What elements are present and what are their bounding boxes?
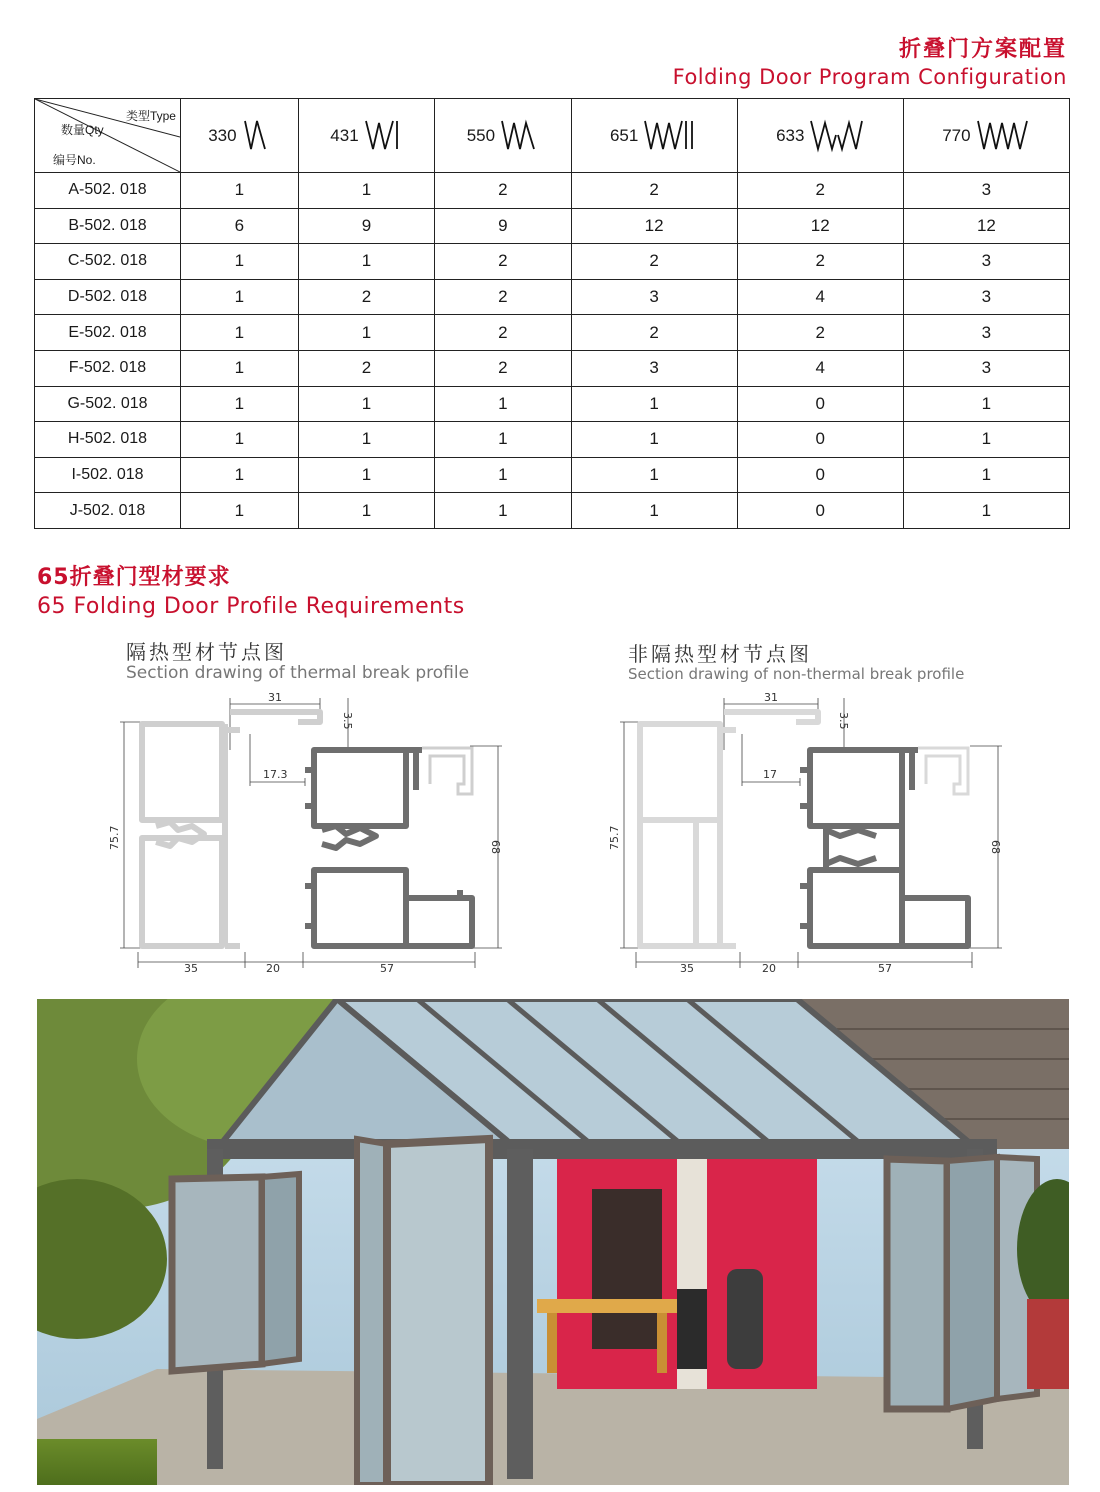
qty-cell-770: 3 (903, 279, 1069, 315)
part-code-cell: J-502. 018 (35, 493, 181, 529)
sunroom-illustration (37, 999, 1069, 1485)
qty-cell-770: 1 (903, 386, 1069, 422)
table-row (35, 350, 1070, 386)
configuration-table (34, 98, 1070, 529)
table-row (35, 315, 1070, 351)
non-thermal-title-en: Section drawing of non-thermal break profile (628, 665, 965, 683)
qty-cell-550: 2 (435, 244, 571, 280)
qty-cell-550: 2 (435, 350, 571, 386)
qty-cell-633: 4 (737, 350, 903, 386)
part-code-cell: G-502. 018 (35, 386, 181, 422)
dim-b2: 20 (762, 962, 776, 975)
qty-cell-770: 3 (903, 315, 1069, 351)
dim-b3: 57 (878, 962, 892, 975)
non-thermal-drawing-title (628, 638, 964, 683)
thermal-drawing-title (126, 636, 469, 683)
qty-cell-431: 2 (298, 279, 434, 315)
qty-cell-651: 2 (571, 315, 737, 351)
table-row (35, 457, 1070, 493)
qty-cell-633: 2 (737, 173, 903, 209)
dim-height-right: 68 (489, 840, 502, 854)
qty-cell-633: 0 (737, 493, 903, 529)
dim-b1: 35 (184, 962, 198, 975)
thermal-title-en: Section drawing of thermal break profile (126, 663, 470, 683)
qty-cell-431: 1 (298, 244, 434, 280)
page-title-cn: 折叠门方案配置 (898, 37, 1067, 62)
qty-cell-633: 4 (737, 279, 903, 315)
type-code: 770 (942, 125, 971, 145)
dim-gap: 3.5 (341, 712, 354, 730)
part-code-cell: I-502. 018 (35, 457, 181, 493)
qty-cell-770: 3 (903, 173, 1069, 209)
sunroom-with-folding-doors-photo (37, 999, 1069, 1485)
qty-cell-431: 9 (298, 208, 434, 244)
non-thermal-profile-drawing (600, 690, 1020, 980)
table-row (35, 493, 1070, 529)
qty-cell-633: 0 (737, 422, 903, 458)
table-row (35, 279, 1070, 315)
qty-cell-633: 0 (737, 457, 903, 493)
type-code: 633 (776, 125, 805, 145)
qty-cell-651: 3 (571, 279, 737, 315)
qty-cell-651: 1 (571, 422, 737, 458)
qty-cell-431: 1 (298, 422, 434, 458)
651-leaf-icon (642, 119, 698, 153)
dim-b2: 20 (266, 962, 280, 975)
type-header-651 (571, 99, 737, 173)
dim-top: 31 (764, 691, 778, 704)
qty-cell-651: 1 (571, 493, 737, 529)
qty-cell-770: 3 (903, 244, 1069, 280)
qty-cell-770: 1 (903, 457, 1069, 493)
part-code-cell: B-502. 018 (35, 208, 181, 244)
431-leaf-icon (363, 119, 403, 153)
qty-cell-431: 1 (298, 457, 434, 493)
qty-cell-633: 12 (737, 208, 903, 244)
633-leaf-icon (808, 119, 864, 153)
part-code-cell: F-502. 018 (35, 350, 181, 386)
qty-cell-550: 1 (435, 493, 571, 529)
qty-cell-651: 1 (571, 386, 737, 422)
qty-cell-330: 1 (181, 279, 299, 315)
qty-cell-431: 1 (298, 493, 434, 529)
corner-no-label: 编号No. (53, 153, 96, 167)
qty-cell-431: 1 (298, 315, 434, 351)
qty-cell-651: 3 (571, 350, 737, 386)
part-code-cell: A-502. 018 (35, 173, 181, 209)
qty-cell-330: 1 (181, 386, 299, 422)
non-thermal-title-cn: 非隔热型材节点图 (628, 642, 812, 666)
qty-cell-550: 1 (435, 386, 571, 422)
corner-qty-label: 数量Qty (61, 123, 104, 137)
page-header (673, 32, 1067, 89)
qty-cell-330: 1 (181, 315, 299, 351)
qty-cell-770: 12 (903, 208, 1069, 244)
dim-top: 31 (268, 691, 282, 704)
type-code: 651 (609, 125, 639, 145)
qty-cell-330: 1 (181, 493, 299, 529)
qty-cell-770: 1 (903, 493, 1069, 529)
table-header-row (35, 99, 1070, 173)
dim-mid: 17 (763, 768, 777, 781)
dim-b3: 57 (380, 962, 394, 975)
qty-cell-550: 2 (435, 279, 571, 315)
section-title-en: 65 Folding Door Profile Requirements (37, 594, 465, 619)
section-title-cn: 65折叠门型材要求 (37, 565, 231, 590)
qty-cell-330: 1 (181, 173, 299, 209)
corner-type-label: 类型Type (125, 109, 176, 123)
qty-cell-651: 2 (571, 173, 737, 209)
qty-cell-431: 1 (298, 173, 434, 209)
770-leaf-icon (975, 119, 1031, 153)
type-header-330 (181, 99, 299, 173)
qty-cell-550: 1 (435, 457, 571, 493)
dim-height-left: 75.7 (608, 825, 621, 850)
qty-cell-651: 2 (571, 244, 737, 280)
type-header-550 (435, 99, 571, 173)
dim-height-left: 75.7 (108, 825, 121, 850)
type-header-633 (737, 99, 903, 173)
type-code: 431 (330, 125, 359, 145)
dim-mid: 17.3 (263, 768, 288, 781)
type-header-431 (298, 99, 434, 173)
qty-cell-330: 1 (181, 350, 299, 386)
thermal-profile-drawing (100, 690, 520, 980)
qty-cell-550: 1 (435, 422, 571, 458)
table-corner-cell (35, 99, 181, 173)
qty-cell-330: 1 (181, 244, 299, 280)
part-code-cell: H-502. 018 (35, 422, 181, 458)
table-row (35, 386, 1070, 422)
table-row (35, 173, 1070, 209)
type-code: 550 (466, 125, 496, 145)
qty-cell-651: 12 (571, 208, 737, 244)
qty-cell-633: 0 (737, 386, 903, 422)
profile-section-heading (37, 560, 465, 619)
qty-cell-550: 2 (435, 173, 571, 209)
qty-cell-633: 2 (737, 244, 903, 280)
table-row (35, 208, 1070, 244)
qty-cell-770: 1 (903, 422, 1069, 458)
thermal-title-cn: 隔热型材节点图 (126, 640, 287, 664)
dim-height-right: 68 (989, 840, 1002, 854)
qty-cell-770: 3 (903, 350, 1069, 386)
dim-gap: 3.5 (837, 712, 850, 730)
dim-b1: 35 (680, 962, 694, 975)
table-row (35, 244, 1070, 280)
type-code: 330 (208, 125, 237, 145)
part-code-cell: D-502. 018 (35, 279, 181, 315)
page-title-en: Folding Door Program Configuration (672, 65, 1067, 89)
type-header-770 (903, 99, 1069, 173)
qty-cell-330: 6 (181, 208, 299, 244)
qty-cell-550: 2 (435, 315, 571, 351)
part-code-cell: C-502. 018 (35, 244, 181, 280)
qty-cell-431: 2 (298, 350, 434, 386)
qty-cell-330: 1 (181, 457, 299, 493)
330-leaf-icon (241, 119, 271, 153)
table-row (35, 422, 1070, 458)
part-code-cell: E-502. 018 (35, 315, 181, 351)
550-leaf-icon (499, 119, 539, 153)
qty-cell-633: 2 (737, 315, 903, 351)
qty-cell-550: 9 (435, 208, 571, 244)
qty-cell-431: 1 (298, 386, 434, 422)
qty-cell-651: 1 (571, 457, 737, 493)
qty-cell-330: 1 (181, 422, 299, 458)
